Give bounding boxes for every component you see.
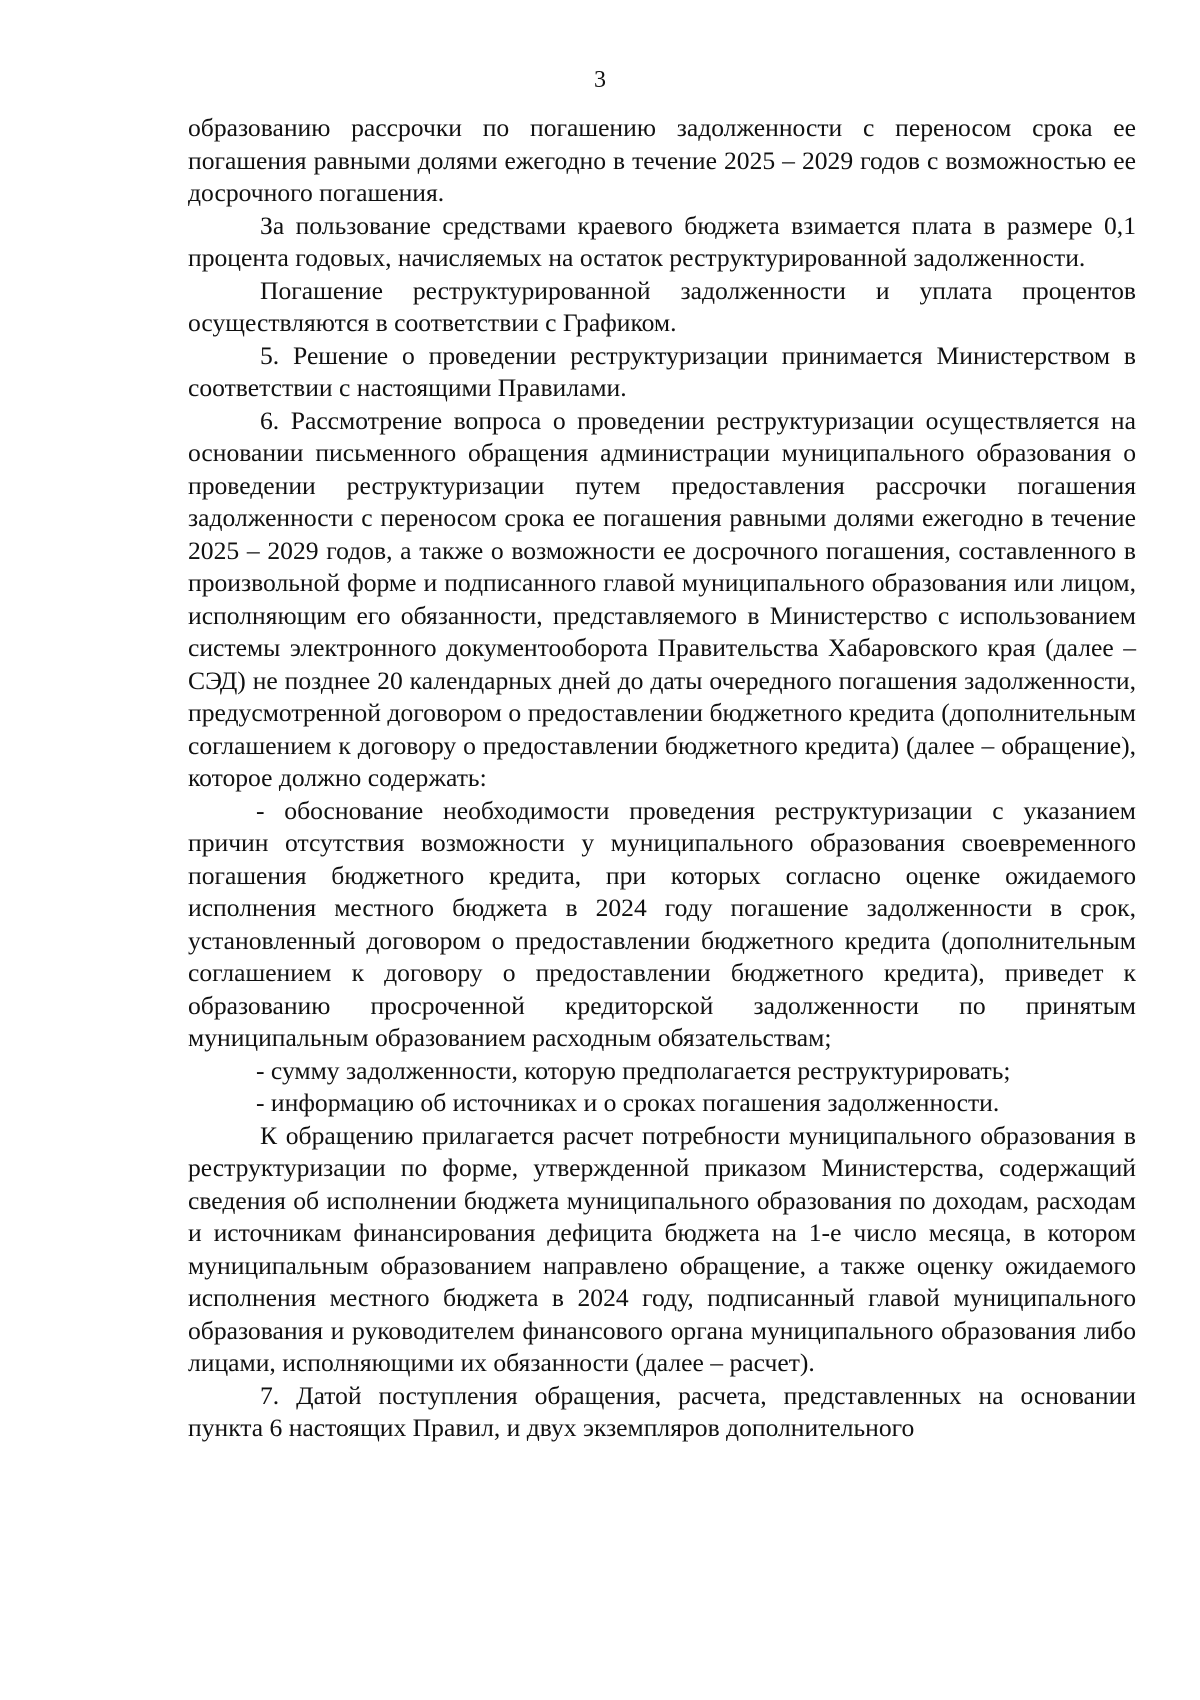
page-number: 3: [594, 67, 606, 93]
list-item-justification: - обоснование необходимости проведения реструктуризации с указанием причин отсутствия возможности у муниципального образования своевременного погашения бюджетного кредита, при которых согласно оценке ожидаемого исполнения местного бюджета в 2024 году погашение задолженности в срок, установленный договором о предоставлении бюджетного кредита (дополнительным соглашением к договору о предоставлении бюджетного кредита), приведет к образованию просроченной кредиторской задолженности по принятым муниципальным образованием расходным обязательствам;: [188, 795, 1136, 1052]
paragraph-item-6: 6. Рассмотрение вопроса о проведении реструктуризации осуществляется на основании письменного обращения администрации муниципального образования о проведении реструктуризации путем предоставления рассрочки погашения задолженности с переносом срока ее погашения равными долями ежегодно в течение 2025 – 2029 годов, а также о возможности ее досрочного погашения, составленного в произвольной форме и подписанного главой муниципального образования или лицом, исполняющим его обязанности, представляемого в Министерство с использованием системы электронного документооборота Правительства Хабаровского края (далее – СЭД) не позднее 20 календарных дней до даты очередного погашения задолженности, предусмотренной договором о предоставлении бюджетного кредита (дополнительным соглашением к договору о предоставлении бюджетного кредита) (далее – обращение), которое должно содержать:: [188, 405, 1136, 792]
paragraph-item-5: 5. Решение о проведении реструктуризации принимается Министерством в соответствии с настоящими Правилами.: [188, 340, 1136, 402]
paragraph-fee: За пользование средствами краевого бюджета взимается плата в размере 0,1 процента годовых, начисляемых на остаток реструктурированной задолженности.: [188, 210, 1136, 272]
list-item-sources: - информацию об источниках и о сроках погашения задолженности.: [256, 1088, 1000, 1117]
paragraph-continuation: образованию рассрочки по погашению задолженности с переносом срока ее погашения равными долями ежегодно в течение 2025 – 2029 годов с возможностью ее досрочного погашения.: [188, 113, 1136, 207]
paragraph-repayment: Погашение реструктурированной задолженности и уплата процентов осуществляются в соответствии с Графиком.: [188, 275, 1136, 337]
document-body: [188, 112, 1136, 1445]
paragraph-item-7: 7. Датой поступления обращения, расчета, представленных на основании пункта 6 настоящих Правил, и двух экземпляров дополнительного: [188, 1380, 1136, 1442]
paragraph-calculation: К обращению прилагается расчет потребности муниципального образования в реструктуризации по форме, утвержденной приказом Министерства, содержащий сведения об исполнении бюджета муниципального образования по доходам, расходам и источникам финансирования дефицита бюджета на 1-е число месяца, в котором муниципальным образованием направлено обращение, а также оценку ожидаемого исполнения местного бюджета в 2024 году, подписанный главой муниципального образования и руководителем финансового органа муниципального образования либо лицами, исполняющими их обязанности (далее – расчет).: [188, 1120, 1136, 1377]
list-item-debt-amount: - сумму задолженности, которую предполагается реструктурировать;: [256, 1055, 1011, 1085]
